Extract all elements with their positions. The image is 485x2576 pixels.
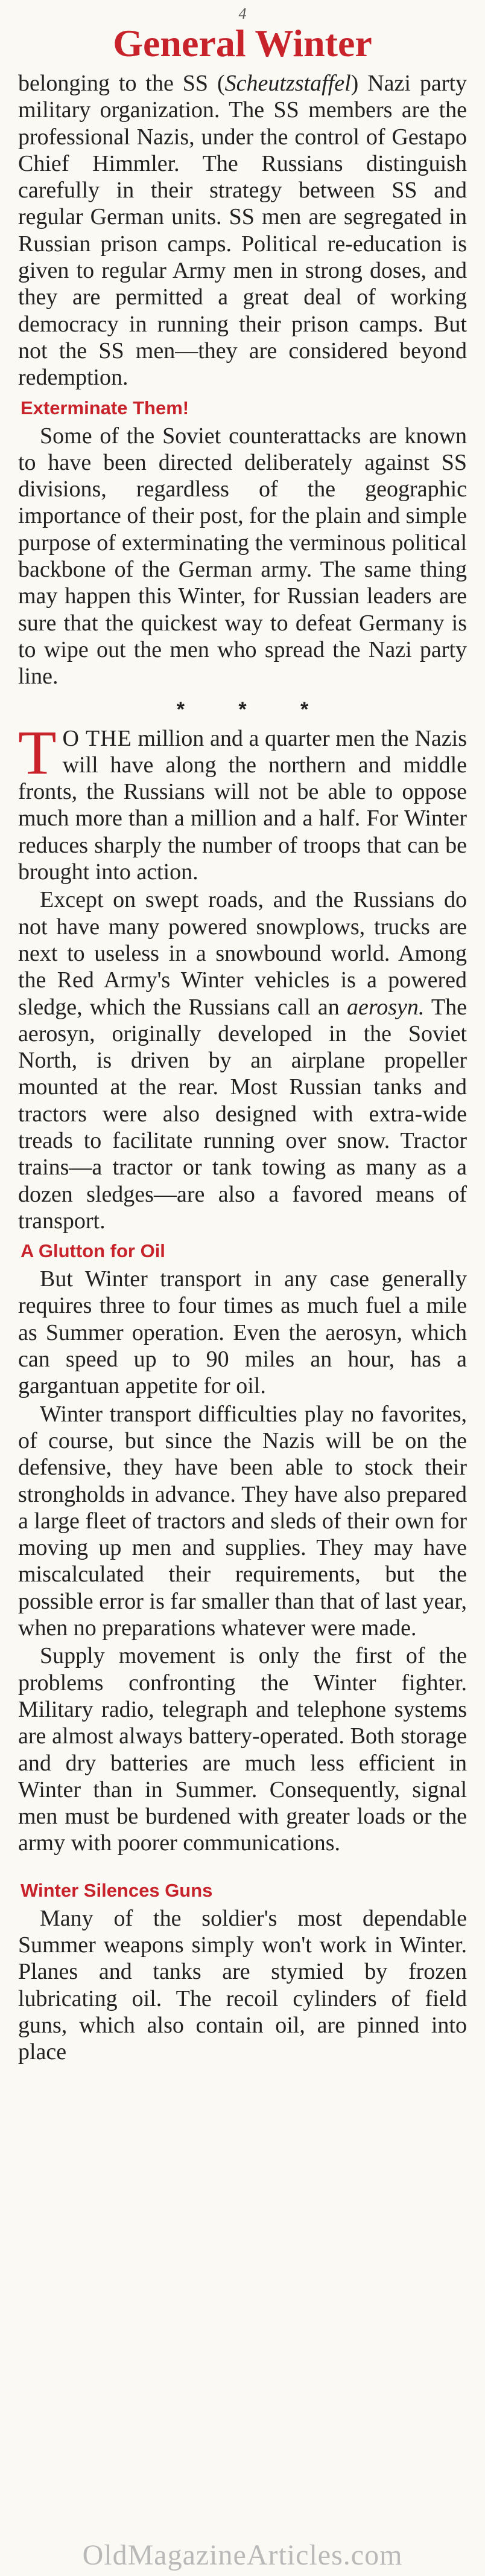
site-watermark: OldMagazineArticles.com [82,2539,403,2571]
lead-in-text: million and a quarter men the Nazis will have along the northern and middle fronts, the Russians will not be able to oppose much more than a million and a half. For Winter reduces sharply the number of troops that can be brought into action. [18,725,467,885]
spacer [18,1857,467,1874]
subhead-glutton: A Glutton for Oil [21,1240,165,1262]
drop-cap-letter: T [18,717,57,787]
body-paragraph: Some of the Soviet counterattacks are known to have been directed deliberately against SS divisions, regardless of the geographic importance of their post, for the plain and simple purpose of exterminating the verminous political backbone of the German army. The same thing may happen this Winter, for Russian leaders are sure that the quickest way to defeat Germany is to wipe out the men who spread the Nazi party line. [18,423,467,690]
section-separator: * * * [176,697,333,721]
intro-paragraph: belonging to the SS (Scheutzstaffel) Nazi party military organization. The SS members are the professional Nazis, under the control of Gestapo Chief Himmler. The Russians distinguish carefully in their strategy between SS and regular German units. SS men are segregated in Russian prison camps. Political re-education is given to regular Army men in strong doses, and they are permitted a great deal of working democracy in running their prison camps. But not the SS men—they are considered beyond redemption. [18,71,467,391]
page-number: 4 [238,5,247,22]
dropcap-paragraph [18,717,467,886]
body-paragraph: But Winter transport in any case generally requires three to four times as much fuel a mile as Summer operation. Even the aerosyn, which can speed up to 90 miles an hour, has a gargantuan appetite for oil. [18,1266,467,1399]
body-paragraph: Winter transport difficulties play no favorites, of course, but since the Nazis will be on the defensive, they have been able to stock their strongholds in advance. They have also prepared a large fleet of tractors and sleds of their own for moving up men and supplies. They may have miscalculated their requirements, but the possible error is far smaller than that of last year, when no preparations whatever were made. [18,1401,467,1641]
italic-term: aerosyn. [346,994,425,1020]
subhead-winter-silences: Winter Silences Guns [21,1879,213,1901]
subhead-exterminate: Exterminate Them! [21,397,189,418]
lead-in-smallcaps: O THE [62,725,132,751]
headline: General Winter [113,22,372,65]
body-paragraph: Many of the soldier's most dependable Summer weapons simply won't work in Winter. Planes and tanks are stymied by frozen lubricating oil. The recoil cylinders of field guns, which also contain oil, are pinned into place [18,1905,467,2065]
italic-term: Scheutzstaffel [224,71,351,96]
body-text: The aerosyn, originally developed in the Soviet North, is driven by an airplane propeller mounted at the rear. Most Russian tanks and tractors were also designed with extra-wide treads to facilitate running over snow. Tractor trains—a tractor or tank towing as many as a dozen sledges—are also a favored means of transport. [18,994,467,1234]
body-paragraph [18,886,467,1234]
body-text: Except on swept roads, and the Russians do not have many powered snowplows, trucks are next to useless in a snowbound world. Among the Red Army's Winter vehicles is a powered sledge, which the Russians call an [18,887,467,1020]
body-paragraph: Supply movement is only the first of the problems confronting the Winter fighter. Military radio, telegraph and telephone systems are almost always battery-operated. Both storage and dry batteries are much less efficient in Winter than in Summer. Consequently, signal men must be burdened with greater loads or the army with poorer communications. [18,1643,467,1856]
